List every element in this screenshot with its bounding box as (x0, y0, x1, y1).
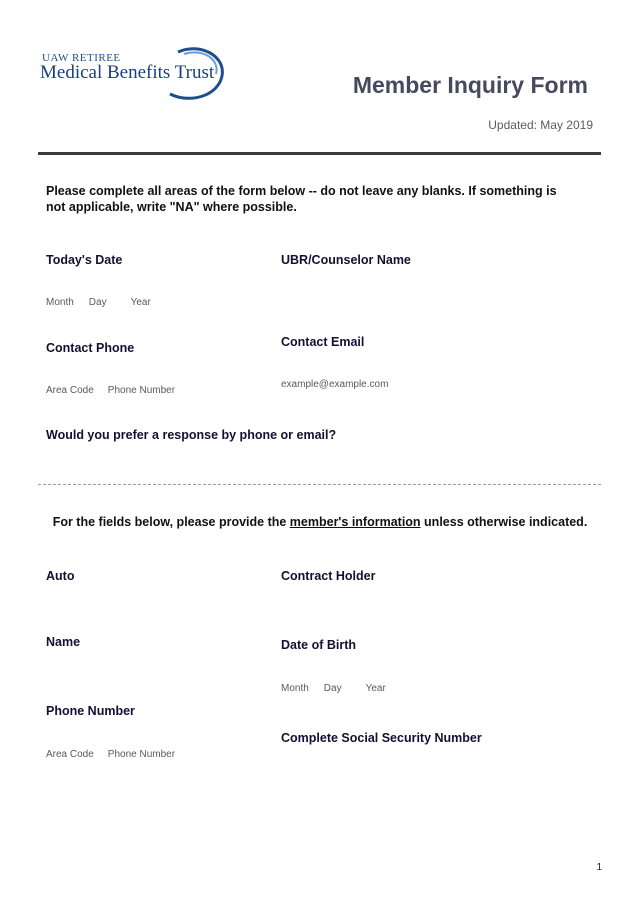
contact-email-label: Contact Email (281, 335, 365, 349)
contract-holder-input[interactable] (281, 590, 581, 618)
ssn-input[interactable] (281, 752, 581, 780)
logo-main-text: Medical Benefits Trust (40, 62, 215, 83)
page-number: 1 (596, 862, 602, 873)
intro-instructions: Please complete all areas of the form below -- do not leave any blanks. If something is not applicable, write "NA" where possible. (46, 184, 557, 214)
date-of-birth-field[interactable] (281, 683, 386, 694)
note-text-after: unless otherwise indicated. (420, 515, 588, 529)
month-hint: Month (46, 297, 74, 308)
ssn-label: Complete Social Security Number (281, 731, 482, 745)
name-label: Name (46, 635, 81, 649)
todays-date-label: Today's Date (46, 253, 123, 267)
response-preference-label: Would you prefer a response by phone or email? (46, 428, 337, 442)
note-underlined-text: member's information (289, 515, 421, 529)
response-preference-field[interactable] (46, 450, 566, 474)
date-of-birth-label: Date of Birth (281, 638, 356, 652)
section-divider (38, 484, 601, 485)
dob-year-hint: Year (365, 683, 386, 694)
dob-day-hint: Day (323, 683, 342, 694)
member-area-code-hint: Area Code (46, 749, 94, 760)
contact-phone-field[interactable] (46, 385, 175, 396)
phone-number-field[interactable] (46, 749, 175, 760)
counselor-name-input[interactable] (281, 275, 581, 305)
auto-label: Auto (46, 569, 75, 583)
contact-email-input[interactable]: example@example.com (281, 379, 389, 390)
header-divider (38, 152, 601, 155)
page-title: Member Inquiry Form (352, 72, 588, 98)
auto-input[interactable] (46, 590, 266, 618)
area-code-hint: Area Code (46, 385, 94, 396)
contact-phone-label: Contact Phone (46, 341, 135, 355)
year-hint: Year (130, 297, 151, 308)
logo-small-text: UAW RETIREE (42, 52, 121, 64)
dob-month-hint: Month (281, 683, 309, 694)
name-input[interactable] (46, 656, 266, 684)
logo-swoosh-icon (160, 44, 226, 104)
phone-number-hint: Phone Number (107, 385, 176, 396)
member-phone-number-hint: Phone Number (107, 749, 176, 760)
contract-holder-label: Contract Holder (281, 569, 376, 583)
counselor-name-label: UBR/Counselor Name (281, 253, 411, 267)
day-hint: Day (88, 297, 107, 308)
updated-date: Updated: May 2019 (488, 118, 593, 132)
member-info-note (0, 515, 640, 529)
todays-date-field[interactable] (46, 297, 151, 308)
note-text-before: For the fields below, please provide the (52, 515, 290, 529)
phone-number-label: Phone Number (46, 704, 135, 718)
